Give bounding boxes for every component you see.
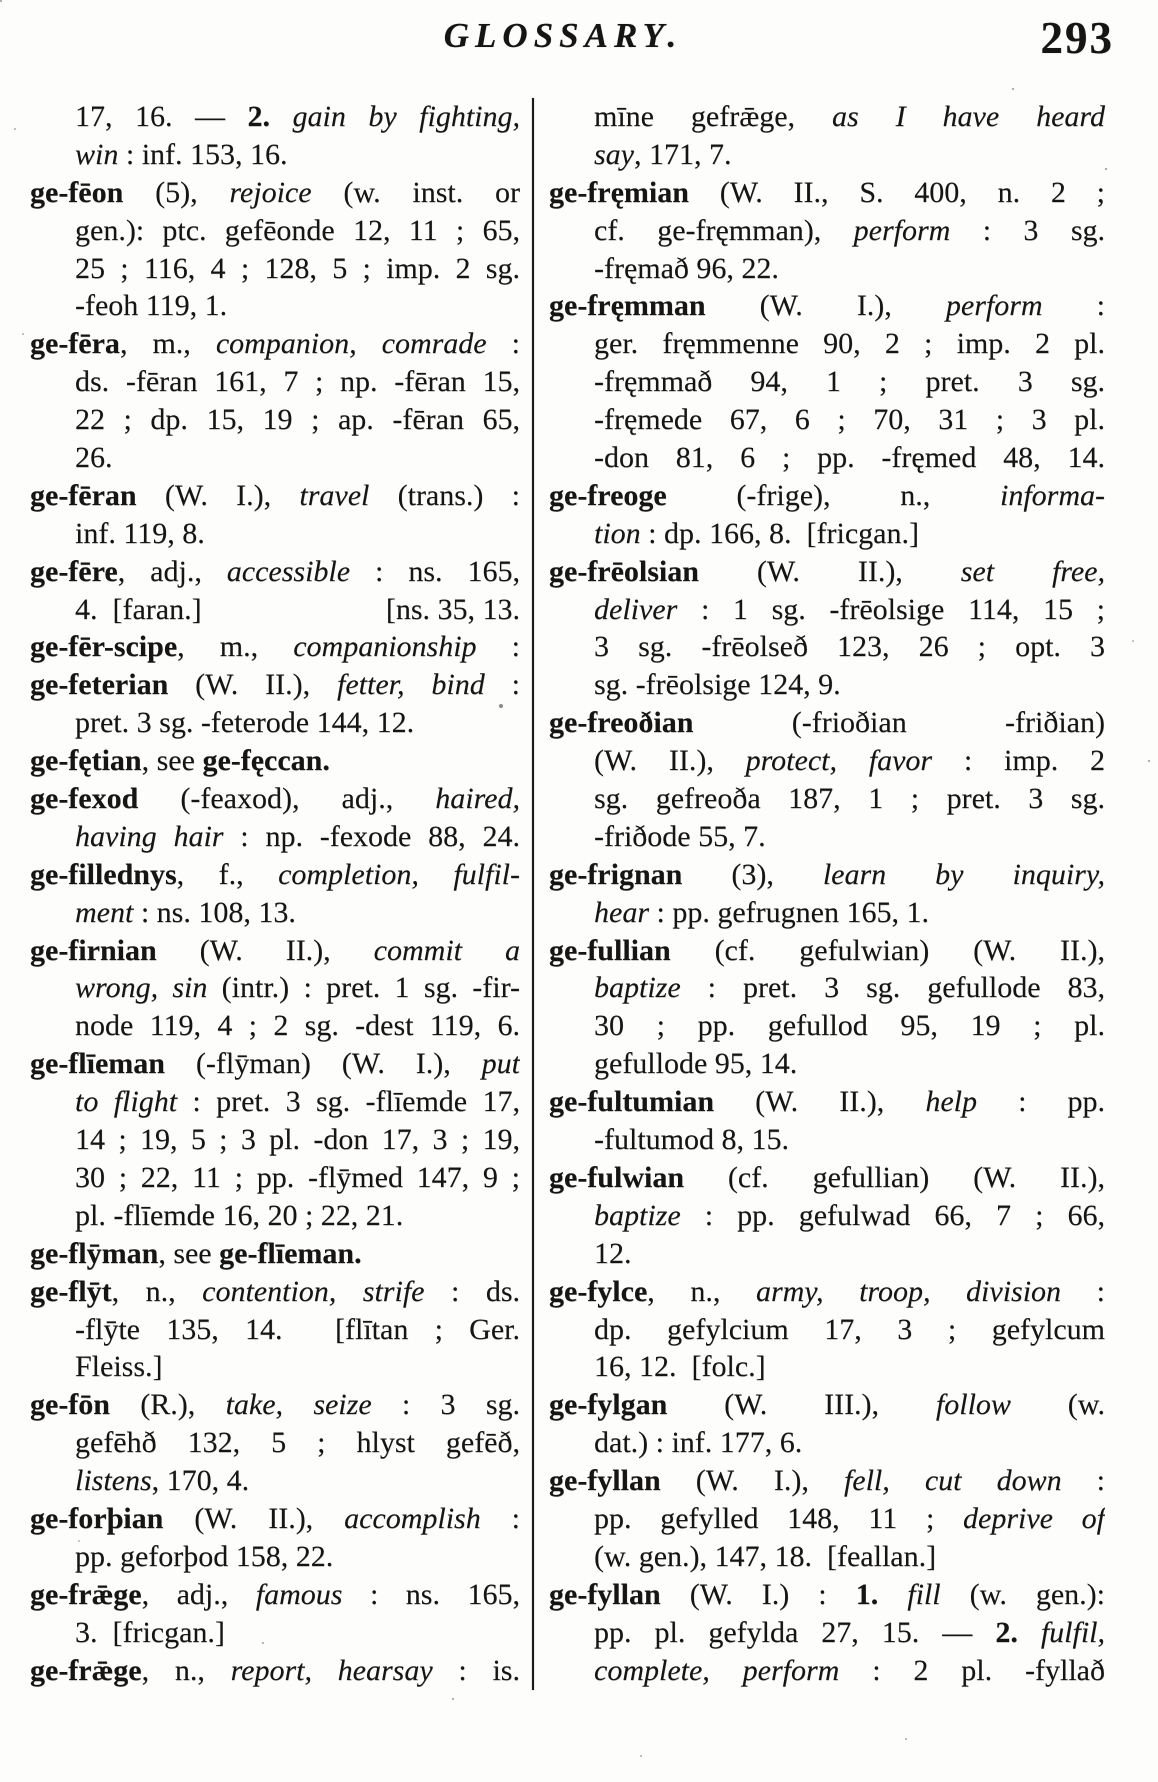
text-segment: (intr.) : pret. 1 sg. -fir- <box>207 971 520 1005</box>
gloss-text: fulfil, <box>1040 1615 1105 1649</box>
text-segment: pret. 3 sg. -feterode 144, 12. <box>75 706 415 740</box>
text-segment: (cf. gefullian) (W. II.), <box>684 1160 1105 1194</box>
glossary-line <box>30 1083 520 1121</box>
text-segment: (W. II.), <box>594 744 746 778</box>
glossary-line <box>549 1538 1105 1576</box>
headword-text: ge-fultumian <box>549 1085 714 1119</box>
gloss-text: follow <box>935 1388 1011 1422</box>
glossary-line <box>30 212 520 250</box>
glossary-line <box>549 1197 1105 1235</box>
gloss-text: army, troop, division <box>755 1274 1062 1308</box>
text-segment: (-frige), n., <box>666 478 1000 512</box>
text-segment: : inf. 153, 16. <box>118 137 288 171</box>
glossary-line <box>30 1159 520 1197</box>
text-segment: -flȳte 135, 14. [flītan ; Ger. <box>75 1312 520 1346</box>
text-segment: : <box>1061 1274 1105 1308</box>
gloss-text: deprive of <box>963 1501 1105 1535</box>
gloss-text: completion, fulfil- <box>278 857 520 891</box>
text-segment: : dp. 166, 8. [fricgan.] <box>640 516 919 550</box>
text-segment: 14 ; 19, 5 ; 3 pl. -don 17, 3 ; 19, <box>75 1123 520 1157</box>
text-segment: , n., <box>111 1274 203 1308</box>
headword-text: ge-fexod <box>30 782 139 816</box>
text-segment: (3), <box>682 857 823 891</box>
headword-text: ge-freoge <box>549 478 667 512</box>
text-segment: gen.): ptc. gefēonde 12, 11 ; 65, <box>75 213 520 247</box>
glossary-line <box>549 174 1105 212</box>
gloss-text: fetter, bind <box>337 668 485 702</box>
text-segment: (w. gen.): <box>940 1577 1105 1611</box>
text-segment: (W. I.), <box>136 478 300 512</box>
glossary-line <box>30 1538 520 1576</box>
headword-text: ge-fēran <box>30 478 137 512</box>
glossary-line <box>30 553 520 591</box>
text-segment: , see <box>158 1236 220 1270</box>
text-segment: 16, 12. [folc.] <box>594 1350 766 1384</box>
text-segment: : pp. <box>976 1085 1105 1119</box>
glossary-line <box>30 1121 520 1159</box>
glossary-line <box>549 894 1105 932</box>
headword-text: ge-flȳt <box>30 1274 112 1308</box>
glossary-line <box>549 1386 1105 1424</box>
text-segment: (w. inst. or <box>311 175 520 209</box>
text-segment: , adj., <box>117 554 227 588</box>
headword-text: ge-feterian <box>30 668 169 702</box>
text-segment: 17, 16. — <box>75 100 248 133</box>
headword-text: ge-fylce <box>549 1274 648 1308</box>
text-segment: 12. <box>594 1236 632 1270</box>
line-right-group <box>386 591 520 629</box>
text-segment: 22 ; dp. 15, 19 ; ap. -fēran 65, <box>75 403 520 437</box>
glossary-line <box>549 363 1105 401</box>
headword-text: ge-fēon <box>30 175 124 209</box>
headword-text: ge-firnian <box>30 933 157 967</box>
gloss-text: listens <box>75 1464 152 1498</box>
text-segment: , see <box>141 744 203 778</box>
text-segment: : ns. 165, <box>350 554 520 588</box>
gloss-text: protect, favor <box>745 744 933 778</box>
gloss-text: perform <box>945 289 1043 323</box>
gloss-text: baptize <box>594 1198 681 1232</box>
glossary-line <box>549 666 1105 704</box>
text-segment: : <box>476 630 520 664</box>
text-segment: 26. <box>75 441 113 475</box>
glossary-line <box>549 1159 1105 1197</box>
glossary-line <box>549 932 1105 970</box>
text-segment: (cf. gefulwian) (W. II.), <box>670 933 1105 967</box>
gloss-text: companionship <box>293 630 477 664</box>
glossary-line <box>30 1652 520 1690</box>
glossary-line <box>549 628 1105 666</box>
glossary-line <box>549 515 1105 553</box>
text-segment <box>1018 1616 1041 1649</box>
glossary-line <box>30 1197 520 1235</box>
headword-text: ge-frēolsian <box>549 554 699 588</box>
text-segment: -fręmað 96, 22. <box>594 251 779 285</box>
glossary-line <box>549 287 1105 325</box>
glossary-line <box>549 1311 1105 1349</box>
text-segment: (-flȳman) (W. I.), <box>164 1047 482 1081</box>
text-segment: 3 sg. -frēolseð 123, 26 ; opt. 3 <box>594 630 1105 664</box>
gloss-text: contention, strife <box>202 1274 425 1308</box>
text-segment: : pret. 3 sg. gefullode 83, <box>680 971 1105 1005</box>
headword-text: ge-fēre <box>30 554 118 588</box>
glossary-line <box>30 818 520 856</box>
glossary-line <box>549 439 1105 477</box>
text-segment: pp. gefylled 148, 11 ; <box>594 1501 964 1535</box>
headword-text: ge-fullian <box>549 933 671 967</box>
headword-text: ge-fōn <box>30 1388 110 1422</box>
glossary-line <box>549 1045 1105 1083</box>
headword-text: ge-frǣge <box>30 1577 142 1611</box>
text-segment: 25 ; 116, 4 ; 128, 5 ; imp. 2 sg. <box>75 251 520 285</box>
gloss-text: haired, <box>435 782 520 816</box>
headword-text: ge-fulwian <box>549 1160 684 1194</box>
text-segment: (-frioðian -friðian) <box>693 706 1105 740</box>
text-segment: 30 ; 22, 11 ; pp. -flȳmed 147, 9 ; <box>75 1160 520 1194</box>
glossary-line <box>549 1462 1105 1500</box>
headword-text: ge-flīeman. <box>219 1236 362 1270</box>
headword-text: 1. <box>855 1577 879 1611</box>
text-segment: , m., <box>177 630 294 664</box>
headword-text: 2. <box>995 1615 1018 1649</box>
gloss-text: as I have heard <box>832 100 1105 133</box>
glossary-line <box>30 591 520 629</box>
gloss-text: accomplish <box>344 1501 481 1535</box>
glossary-line <box>549 250 1105 288</box>
text-segment: dat.) : inf. 177, 6. <box>594 1426 803 1460</box>
text-segment: 30 ; pp. gefullod 95, 19 ; pl. <box>594 1009 1105 1043</box>
text-segment: (W. II.), <box>156 933 374 967</box>
gloss-text: tion <box>594 516 641 550</box>
gloss-text: companion, comrade <box>215 327 487 361</box>
text-segment: -friðode 55, 7. <box>594 819 766 853</box>
glossary-line <box>549 591 1105 629</box>
text-segment: , n., <box>647 1274 756 1308</box>
text-segment: (W. II.), <box>714 1085 926 1119</box>
text-segment: : 3 sg. <box>371 1388 520 1422</box>
glossary-line <box>549 212 1105 250</box>
gloss-text: take, seize <box>225 1388 372 1422</box>
text-segment: cf. ge-fręmman), <box>594 213 854 247</box>
text-segment: : ds. <box>424 1274 520 1308</box>
text-segment: , f., <box>176 857 279 891</box>
text-segment: (-feaxod), adj., <box>138 782 436 816</box>
gloss-text: wrong, sin <box>75 971 208 1005</box>
gloss-text: fell, cut down <box>843 1464 1062 1498</box>
text-segment: (W. II.), <box>168 668 338 702</box>
gloss-text: perform <box>853 213 951 247</box>
text-segment: (W. I.), <box>705 289 946 323</box>
glossary-line <box>30 1311 520 1349</box>
glossary-line <box>30 1462 520 1500</box>
text-segment: -don 81, 6 ; pp. -fręmed 48, 14. <box>594 441 1105 475</box>
gloss-text: rejoice <box>229 175 312 209</box>
text-segment: : np. -fexode 88, 24. <box>223 819 520 853</box>
headword-text: ge-frǣge <box>30 1653 142 1687</box>
text-segment: node 119, 4 ; 2 sg. -dest 119, 6. <box>75 1009 520 1043</box>
glossary-line <box>549 856 1105 894</box>
glossary-line <box>549 1348 1105 1386</box>
glossary-line <box>30 894 520 932</box>
glossary-line <box>30 1348 520 1386</box>
headword-text: ge-frignan <box>549 857 683 891</box>
glossary-line <box>549 1273 1105 1311</box>
text-segment: [ns. 35, 13. <box>385 592 520 626</box>
gloss-text: to flight <box>75 1085 178 1119</box>
headword-text: ge-fętian <box>30 744 142 778</box>
headword-text: ge-fillednys <box>30 857 177 891</box>
gloss-text: say <box>594 137 634 171</box>
glossary-line <box>30 1235 520 1273</box>
gloss-text: informa- <box>1000 478 1105 512</box>
glossary-line <box>30 98 520 136</box>
gloss-text: win <box>75 137 119 171</box>
gloss-text: put <box>481 1047 520 1081</box>
gloss-text: ment <box>75 895 134 929</box>
text-segment: (W. III.), <box>667 1388 936 1422</box>
text-segment: , 170, 4. <box>151 1464 250 1498</box>
headword-text: ge-fyllan <box>549 1577 661 1611</box>
glossary-line <box>30 628 520 666</box>
glossary-line <box>30 515 520 553</box>
gloss-text: learn by inquiry, <box>822 857 1105 891</box>
left-column <box>30 98 520 1690</box>
text-columns <box>30 98 1105 1690</box>
glossary-line <box>549 136 1105 174</box>
glossary-line <box>549 1652 1105 1690</box>
glossary-line <box>30 363 520 401</box>
glossary-line <box>549 742 1105 780</box>
text-segment: pp. pl. gefylda 27, 15. — <box>594 1615 996 1649</box>
glossary-line <box>549 1576 1105 1614</box>
gloss-text: help <box>925 1085 977 1119</box>
text-segment: (w. <box>1010 1388 1105 1422</box>
text-segment: : pret. 3 sg. -flīemde 17, <box>177 1085 520 1119</box>
text-segment: (5), <box>123 175 230 209</box>
page-header <box>0 0 1158 96</box>
text-segment: ds. -fēran 161, 7 ; np. -fēran 15, <box>75 365 520 399</box>
text-segment: pl. -flīemde 16, 20 ; 22, 21. <box>75 1198 404 1232</box>
glossary-line <box>30 704 520 742</box>
text-segment: : <box>1042 289 1105 323</box>
headword-text: 2. <box>247 100 270 133</box>
glossary-line <box>30 1045 520 1083</box>
glossary-line <box>549 325 1105 363</box>
text-segment: -feoh 119, 1. <box>75 289 228 323</box>
text-segment: (trans.) : <box>369 478 520 512</box>
gloss-text: commit a <box>373 933 520 967</box>
glossary-line <box>30 1273 520 1311</box>
glossary-line <box>30 1007 520 1045</box>
text-segment: mīne gefrǣge, <box>594 100 832 133</box>
text-segment: : <box>1061 1464 1105 1498</box>
glossary-line <box>549 553 1105 591</box>
glossary-line <box>30 856 520 894</box>
text-segment: inf. 119, 8. <box>75 516 205 550</box>
glossary-line <box>549 1424 1105 1462</box>
glossary-line <box>30 969 520 1007</box>
gloss-text: set free, <box>960 554 1105 588</box>
gloss-text: famous <box>255 1577 343 1611</box>
text-segment: (w. gen.), 147, 18. [feallan.] <box>594 1539 937 1573</box>
glossary-line <box>30 250 520 288</box>
headword-text: ge-fęccan. <box>202 744 330 778</box>
text-segment: , m., <box>119 327 216 361</box>
glossary-line <box>30 932 520 970</box>
text-segment: gefēhð 132, 5 ; hlyst gefēð, <box>75 1426 520 1460</box>
gloss-text: deliver <box>594 592 678 626</box>
glossary-line <box>549 704 1105 742</box>
headword-text: ge-fręmman <box>549 289 706 323</box>
text-segment: -fultumod 8, 15. <box>594 1123 789 1157</box>
text-segment: : ns. 165, <box>342 1577 520 1611</box>
text-segment: : <box>484 668 520 702</box>
text-segment: (W. II.), <box>163 1501 345 1535</box>
glossary-line <box>30 780 520 818</box>
glossary-line <box>30 1614 520 1652</box>
text-segment: 4. [faran.] <box>75 592 202 626</box>
headword-text: ge-fēr-scipe <box>30 630 178 664</box>
glossary-line <box>549 818 1105 856</box>
glossary-line <box>30 439 520 477</box>
glossary-line <box>30 174 520 212</box>
gloss-text: report, hearsay <box>230 1653 433 1687</box>
headword-text: ge-flȳman <box>30 1236 159 1270</box>
page-title: GLOSSARY. <box>443 16 683 55</box>
headword-text: ge-fyllan <box>549 1464 661 1498</box>
glossary-line <box>549 969 1105 1007</box>
text-segment: : ns. 108, 13. <box>133 895 296 929</box>
glossary-line <box>549 1235 1105 1273</box>
page-number: 293 <box>1040 13 1114 63</box>
text-segment: : pp. gefulwad 66, 7 ; 66, <box>680 1198 1105 1232</box>
glossary-line <box>549 1121 1105 1159</box>
text-segment: -fręmmað 94, 1 ; pret. 3 sg. <box>594 365 1105 399</box>
glossary-line <box>549 1007 1105 1045</box>
headword-text: ge-fylgan <box>549 1388 668 1422</box>
text-segment: : <box>480 1501 520 1535</box>
gloss-text: fill <box>907 1577 941 1611</box>
headword-text: ge-freoðian <box>549 706 694 740</box>
glossary-line <box>30 1500 520 1538</box>
text-segment: (W. I.), <box>660 1464 844 1498</box>
text-segment: (W. II., S. 400, n. 2 ; <box>688 175 1105 209</box>
line-left-group <box>75 591 202 629</box>
text-segment: , 171, 7. <box>634 137 732 171</box>
text-segment: , adj., <box>141 1577 256 1611</box>
glossary-line <box>30 1386 520 1424</box>
glossary-line <box>30 477 520 515</box>
glossary-line <box>549 780 1105 818</box>
glossary-line <box>549 1500 1105 1538</box>
text-segment: : 1 sg. -frēolsige 114, 15 ; <box>677 592 1105 626</box>
headword-text: ge-fręmian <box>549 175 689 209</box>
text-segment: (W. II.), <box>698 554 961 588</box>
text-segment: dp. gefylcium 17, 3 ; gefylcum <box>594 1312 1105 1346</box>
text-segment: pp. geforþod 158, 22. <box>75 1539 334 1573</box>
right-column <box>549 98 1105 1690</box>
text-segment: : 2 pl. -fyllað <box>839 1653 1105 1687</box>
gloss-text: baptize <box>594 971 681 1005</box>
text-segment: gefullode 95, 14. <box>594 1047 798 1081</box>
text-segment: (R.), <box>109 1388 226 1422</box>
text-segment: , n., <box>141 1653 231 1687</box>
gloss-text: travel <box>299 478 370 512</box>
glossary-line <box>30 1576 520 1614</box>
gloss-text: having hair <box>75 819 224 853</box>
text-segment: Fleiss.] <box>75 1350 163 1384</box>
gloss-text: gain by fighting, <box>292 100 520 133</box>
headword-text: ge-fēra <box>30 327 120 361</box>
text-segment: : <box>486 327 520 361</box>
column-divider-rule <box>532 98 534 1690</box>
glossary-line <box>30 136 520 174</box>
glossary-line <box>549 98 1105 136</box>
text-segment: 3. [fricgan.] <box>75 1615 225 1649</box>
text-segment: (W. I.) : <box>660 1577 856 1611</box>
text-segment: : pp. gefrugnen 165, 1. <box>649 895 929 929</box>
glossary-line <box>30 742 520 780</box>
glossary-line <box>549 401 1105 439</box>
text-segment <box>878 1578 907 1611</box>
glossary-line <box>30 666 520 704</box>
text-segment <box>270 100 293 133</box>
headword-text: ge-flīeman <box>30 1047 165 1081</box>
text-segment: : 3 sg. <box>950 213 1105 247</box>
glossary-line <box>549 1614 1105 1652</box>
glossary-line <box>30 325 520 363</box>
text-segment: ger. fręmmenne 90, 2 ; imp. 2 pl. <box>594 327 1105 361</box>
text-segment: : imp. 2 <box>932 744 1105 778</box>
gloss-text: accessible <box>226 554 351 588</box>
gloss-text: complete, perform <box>594 1653 840 1687</box>
headword-text: ge-forþian <box>30 1501 164 1535</box>
glossary-line <box>30 1424 520 1462</box>
glossary-line <box>30 401 520 439</box>
text-segment: -fręmede 67, 6 ; 70, 31 ; 3 pl. <box>594 403 1105 437</box>
glossary-line <box>30 287 520 325</box>
gloss-text: hear <box>594 895 649 929</box>
glossary-line <box>549 477 1105 515</box>
text-segment: sg. -frēolsige 124, 9. <box>594 668 841 702</box>
text-segment: sg. gefreoða 187, 1 ; pret. 3 sg. <box>594 782 1105 816</box>
glossary-line <box>549 1083 1105 1121</box>
text-segment: : is. <box>432 1653 520 1687</box>
